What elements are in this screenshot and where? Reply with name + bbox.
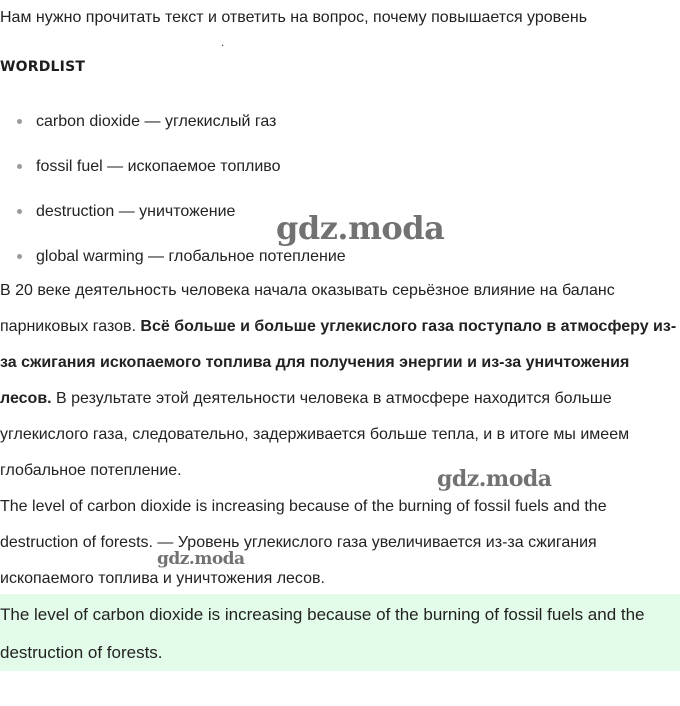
source-text: [0, 273, 680, 489]
wordlist-item: [0, 144, 346, 189]
final-answer-text: The level of carbon dioxide is increasing because of the burning of fossil fuels and the destruction of forests.: [0, 605, 645, 662]
watermark-logo: gdz.moda: [276, 209, 445, 247]
bullet-icon: [17, 164, 22, 169]
wordlist-item-text: fossil fuel — ископаемое топливо: [36, 158, 281, 175]
final-answer-box: [0, 594, 680, 671]
source-text-part1: В 20 веке деятельность человека начала оказывать серьёзное влияние на баланс парниковых газов.: [0, 282, 615, 335]
source-text-bold: Всё больше и больше углекислого газа поступало в атмосферу из-за сжигания ископаемого топлива для получения энергии и из-за уничтожения лесов.: [0, 318, 677, 407]
bullet-icon: [17, 254, 22, 259]
wordlist: [0, 99, 346, 279]
wordlist-title: WORDLIST: [0, 59, 86, 75]
watermark-logo: gdz.moda: [157, 549, 245, 569]
answer-with-translation: The level of carbon dioxide is increasing because of the burning of fossil fuels and the destruction of forests. — Уровень углекислого газа увеличивается из-за сжигания ископаемого топлива и уничтожения лесов.: [0, 498, 607, 587]
intro-text: Нам нужно прочитать текст и ответить на вопрос, почему повышается уровень: [0, 9, 588, 26]
wordlist-item-text: global warming — глобальное потепление: [36, 248, 346, 265]
wordlist-item-text: carbon dioxide — углекислый газ: [36, 113, 277, 130]
wordlist-item: [0, 99, 346, 144]
main-paragraph: [0, 273, 680, 597]
source-text-part2: В результате этой деятельности человека в атмосфере находится больше углекислого газа, следовательно, задерживается больше тепла, и в итоге мы имеем глобальное потепление.: [0, 390, 630, 479]
stray-dot: .: [221, 35, 225, 49]
bullet-icon: [17, 119, 22, 124]
watermark-logo: gdz.moda: [437, 466, 552, 492]
wordlist-item-text: destruction — уничтожение: [36, 203, 236, 220]
bullet-icon: [17, 209, 22, 214]
